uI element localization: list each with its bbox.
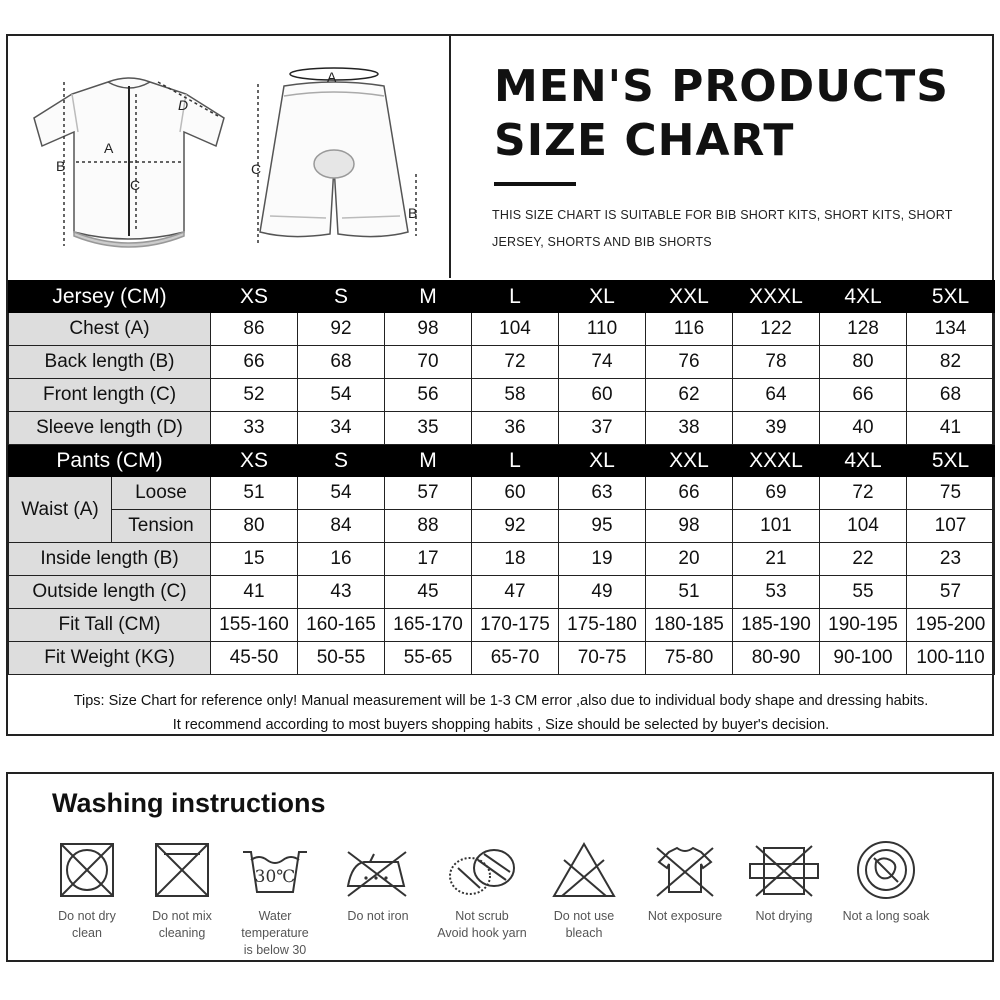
table-row — [9, 412, 995, 445]
washing-title: Washing instructions — [52, 788, 326, 818]
shorts-label-c: C — [251, 161, 262, 177]
table-cell: 36 — [472, 412, 559, 445]
waist-label: Waist (A) — [9, 477, 112, 543]
table-cell: 55 — [820, 576, 907, 609]
table-cell: 104 — [820, 510, 907, 543]
table-cell: 35 — [385, 412, 472, 445]
table-cell: 98 — [385, 313, 472, 346]
size-header-m: M — [385, 281, 472, 313]
jersey-label-a: A — [104, 140, 114, 156]
washing-label-line-1: Not a long soak — [842, 909, 930, 923]
garment-diagram — [8, 36, 451, 278]
table-cell: 62 — [646, 379, 733, 412]
title-line-1: MEN'S PRODUCTS — [494, 61, 949, 112]
pants-row-label: Fit Tall (CM) — [9, 609, 211, 642]
wash-30-icon — [237, 838, 313, 902]
washing-item-label — [534, 908, 634, 942]
no-wring-dry-icon — [746, 838, 822, 902]
no-iron-icon — [340, 838, 416, 902]
table-cell: 86 — [211, 313, 298, 346]
table-cell: 92 — [298, 313, 385, 346]
table-row — [9, 642, 995, 675]
table-cell: 107 — [907, 510, 995, 543]
table-row — [9, 609, 995, 642]
table-cell: 175-180 — [559, 609, 646, 642]
table-cell: 72 — [472, 346, 559, 379]
table-row — [9, 510, 995, 543]
washing-item — [328, 838, 428, 925]
washing-instructions-panel — [6, 772, 994, 962]
table-cell: 63 — [559, 477, 646, 510]
table-cell: 128 — [820, 313, 907, 346]
shorts-label-b: B — [408, 205, 418, 221]
table-cell: 101 — [733, 510, 820, 543]
table-cell: 155-160 — [211, 609, 298, 642]
table-cell: 51 — [211, 477, 298, 510]
shorts-label-a: A — [327, 69, 337, 85]
size-header-5xl: 5XL — [907, 445, 995, 477]
table-cell: 95 — [559, 510, 646, 543]
table-cell: 88 — [385, 510, 472, 543]
table-cell: 45 — [385, 576, 472, 609]
pants-row-label: Inside length (B) — [9, 543, 211, 576]
washing-item-label — [328, 908, 428, 925]
size-header-4xl: 4XL — [820, 445, 907, 477]
table-cell: 37 — [559, 412, 646, 445]
table-row — [9, 543, 995, 576]
washing-item — [534, 838, 634, 942]
table-cell: 57 — [385, 477, 472, 510]
table-cell: 33 — [211, 412, 298, 445]
washing-item — [635, 838, 735, 925]
table-cell: 90-100 — [820, 642, 907, 675]
tips-line-2: It recommend according to most buyers shopping habits , Size should be selected by buyer's decision. — [172, 717, 830, 733]
jersey-row-label: Back length (B) — [9, 346, 211, 379]
table-row — [9, 576, 995, 609]
title-divider — [494, 182, 576, 186]
no-bleach-icon — [546, 838, 622, 902]
table-cell: 72 — [820, 477, 907, 510]
table-cell: 70 — [385, 346, 472, 379]
washing-label-line-2: clean — [72, 926, 102, 940]
table-row — [9, 346, 995, 379]
washing-label-line-2: is below 30 — [243, 943, 307, 957]
table-cell: 165-170 — [385, 609, 472, 642]
table-cell: 66 — [211, 346, 298, 379]
washing-item-label — [37, 908, 137, 942]
table-cell: 180-185 — [646, 609, 733, 642]
table-cell: 65-70 — [472, 642, 559, 675]
table-cell: 104 — [472, 313, 559, 346]
washing-item-label — [635, 908, 735, 925]
washing-item-label — [836, 908, 936, 925]
size-chart-table — [8, 280, 995, 675]
table-row — [9, 313, 995, 346]
washing-label-line-2: Avoid hook yarn — [437, 926, 527, 940]
table-cell: 185-190 — [733, 609, 820, 642]
table-cell: 15 — [211, 543, 298, 576]
table-cell: 60 — [472, 477, 559, 510]
washing-item-label — [432, 908, 532, 942]
washing-item-label — [734, 908, 834, 925]
no-scrub-icon — [444, 838, 520, 902]
table-cell: 39 — [733, 412, 820, 445]
table-cell: 54 — [298, 379, 385, 412]
garment-measurement-illustration — [8, 36, 448, 276]
table-cell: 78 — [733, 346, 820, 379]
washing-label-line-1: Not scrub — [455, 909, 509, 923]
table-cell: 47 — [472, 576, 559, 609]
no-mix-clean-icon — [144, 838, 220, 902]
size-header-s: S — [298, 445, 385, 477]
size-header-xxl: XXL — [646, 445, 733, 477]
waist-sub-label: Loose — [112, 477, 211, 510]
table-cell: 80 — [211, 510, 298, 543]
shorts-diagram — [258, 68, 416, 246]
table-cell: 98 — [646, 510, 733, 543]
washing-label-line-2: bleach — [565, 926, 603, 940]
table-cell: 160-165 — [298, 609, 385, 642]
table-cell: 17 — [385, 543, 472, 576]
table-cell: 58 — [472, 379, 559, 412]
washing-label-line-1: Do not mix — [152, 909, 212, 923]
size-header-xxl: XXL — [646, 281, 733, 313]
no-soak-icon — [848, 838, 924, 902]
pants-row-label: Fit Weight (KG) — [9, 642, 211, 675]
jersey-label-b: B — [56, 158, 66, 174]
size-header-xxxl: XXXL — [733, 445, 820, 477]
table-cell: 75-80 — [646, 642, 733, 675]
table-cell: 75 — [907, 477, 995, 510]
washing-item — [734, 838, 834, 925]
jersey-row-label: Chest (A) — [9, 313, 211, 346]
table-cell: 54 — [298, 477, 385, 510]
tips-line-1: Tips: Size Chart for reference only! Manual measurement will be 1-3 CM error ,also due to individual body shape and dressing habits. — [73, 693, 929, 709]
jersey-label-d: D — [178, 97, 189, 113]
pants-header-label: Pants (CM) — [9, 445, 211, 477]
table-cell: 82 — [907, 346, 995, 379]
table-cell: 60 — [559, 379, 646, 412]
table-cell: 53 — [733, 576, 820, 609]
table-cell: 51 — [646, 576, 733, 609]
page-title — [494, 60, 949, 168]
wash-temp-text: 30℃ — [254, 867, 296, 887]
size-header-xs: XS — [211, 281, 298, 313]
jersey-label-c: C — [130, 177, 141, 193]
tips-note — [8, 689, 994, 737]
size-chart-body — [9, 281, 995, 675]
table-row — [9, 477, 995, 510]
size-chart-panel — [6, 34, 994, 736]
table-cell: 21 — [733, 543, 820, 576]
washing-label-line-1: Not exposure — [647, 909, 723, 923]
table-cell: 170-175 — [472, 609, 559, 642]
size-header-4xl: 4XL — [820, 281, 907, 313]
table-cell: 34 — [298, 412, 385, 445]
table-cell: 56 — [385, 379, 472, 412]
jersey-row-label: Sleeve length (D) — [9, 412, 211, 445]
washing-item — [37, 838, 137, 942]
title-line-2: SIZE CHART — [494, 115, 795, 166]
washing-label-line-1: Water temperature — [241, 909, 309, 940]
washing-label-line-1: Do not iron — [347, 909, 409, 923]
washing-label-line-1: Not drying — [755, 909, 813, 923]
pants-row-label: Outside length (C) — [9, 576, 211, 609]
table-cell: 122 — [733, 313, 820, 346]
washing-item — [225, 838, 325, 959]
table-cell: 66 — [646, 477, 733, 510]
table-cell: 80 — [820, 346, 907, 379]
table-cell: 110 — [559, 313, 646, 346]
washing-item-label — [225, 908, 325, 959]
table-cell: 84 — [298, 510, 385, 543]
table-cell: 92 — [472, 510, 559, 543]
size-header-m: M — [385, 445, 472, 477]
table-cell: 18 — [472, 543, 559, 576]
table-cell: 76 — [646, 346, 733, 379]
table-cell: 41 — [907, 412, 995, 445]
table-cell: 64 — [733, 379, 820, 412]
waist-sub-label: Tension — [112, 510, 211, 543]
size-header-xs: XS — [211, 445, 298, 477]
table-cell: 74 — [559, 346, 646, 379]
table-cell: 41 — [211, 576, 298, 609]
table-cell: 66 — [820, 379, 907, 412]
table-cell: 20 — [646, 543, 733, 576]
washing-label-line-1: Do not dry — [58, 909, 116, 923]
table-cell: 16 — [298, 543, 385, 576]
washing-item — [432, 838, 532, 942]
table-cell: 116 — [646, 313, 733, 346]
table-cell: 55-65 — [385, 642, 472, 675]
size-header-xl: XL — [559, 445, 646, 477]
size-header-xl: XL — [559, 281, 646, 313]
size-header-5xl: 5XL — [907, 281, 995, 313]
table-cell: 195-200 — [907, 609, 995, 642]
table-cell: 57 — [907, 576, 995, 609]
washing-label-line-2: cleaning — [158, 926, 206, 940]
table-cell: 40 — [820, 412, 907, 445]
table-cell: 190-195 — [820, 609, 907, 642]
table-cell: 49 — [559, 576, 646, 609]
washing-item — [836, 838, 936, 925]
size-header-l: L — [472, 281, 559, 313]
pants-header-row — [9, 445, 995, 477]
table-cell: 70-75 — [559, 642, 646, 675]
jersey-header-label: Jersey (CM) — [9, 281, 211, 313]
table-cell: 80-90 — [733, 642, 820, 675]
table-row — [9, 379, 995, 412]
jersey-header-row — [9, 281, 995, 313]
table-cell: 22 — [820, 543, 907, 576]
table-cell: 38 — [646, 412, 733, 445]
washing-label-line-1: Do not use — [553, 909, 615, 923]
washing-item — [132, 838, 232, 942]
size-header-s: S — [298, 281, 385, 313]
table-cell: 100-110 — [907, 642, 995, 675]
size-header-xxxl: XXXL — [733, 281, 820, 313]
no-sun-exposure-icon — [647, 838, 723, 902]
subtitle: THIS SIZE CHART IS SUITABLE FOR BIB SHORT KITS, SHORT KITS, SHORT JERSEY, SHORTS AND BIB SHORTS — [492, 208, 953, 249]
no-tumble-dry-icon — [49, 838, 125, 902]
table-cell: 23 — [907, 543, 995, 576]
table-cell: 68 — [298, 346, 385, 379]
table-cell: 69 — [733, 477, 820, 510]
table-cell: 50-55 — [298, 642, 385, 675]
table-cell: 43 — [298, 576, 385, 609]
table-cell: 19 — [559, 543, 646, 576]
table-cell: 134 — [907, 313, 995, 346]
table-cell: 45-50 — [211, 642, 298, 675]
table-cell: 52 — [211, 379, 298, 412]
jersey-row-label: Front length (C) — [9, 379, 211, 412]
table-cell: 68 — [907, 379, 995, 412]
size-header-l: L — [472, 445, 559, 477]
washing-item-label — [132, 908, 232, 942]
